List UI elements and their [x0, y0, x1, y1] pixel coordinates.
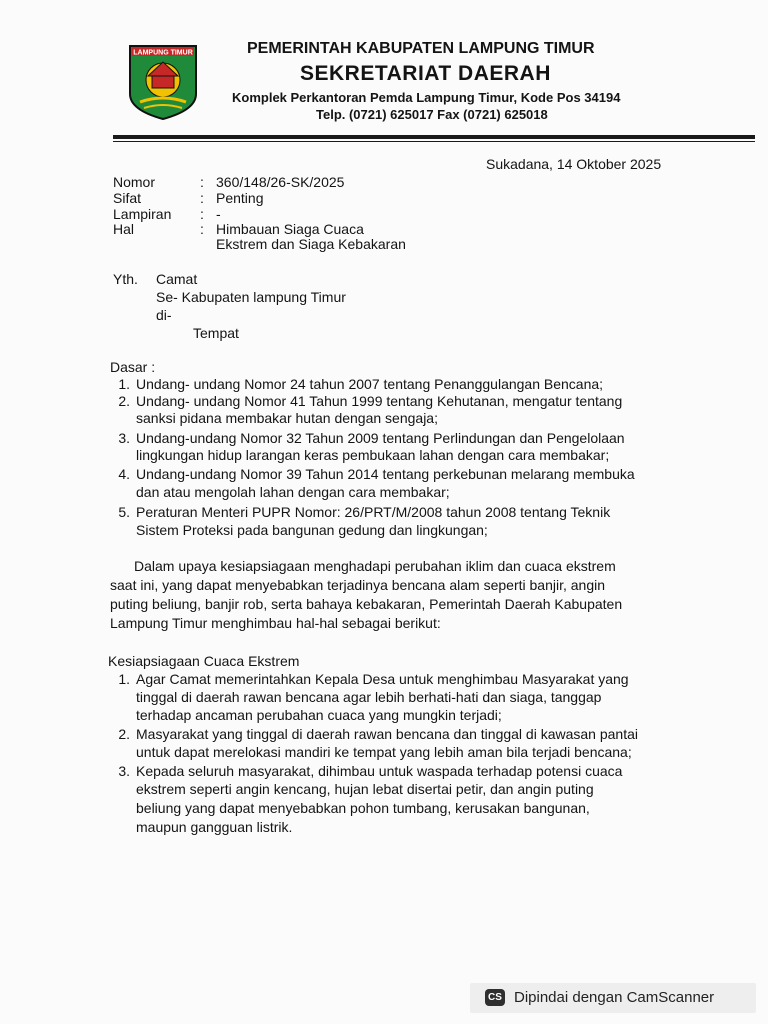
place-date: Sukadana, 14 Oktober 2025 [486, 156, 662, 172]
hal-colon: : [200, 221, 204, 237]
dasar-item-number: 1. [118, 376, 130, 392]
recipient-yth: Yth. [113, 271, 138, 287]
lampiran-label: Lampiran [113, 206, 172, 222]
intro-line: puting beliung, banjir rob, serta bahaya kebakaran, Pemerintah Daerah Kabupaten [110, 596, 623, 612]
nomor-label: Nomor [113, 174, 156, 190]
hal-value-line-1: Himbauan Siaga Cuaca [216, 221, 364, 237]
section-item-number: 3. [118, 763, 130, 779]
lampung-timur-emblem-icon [128, 42, 198, 120]
dasar-item-line: Undang-undang Nomor 39 Tahun 2014 tentang perkebunan melarang membuka [136, 466, 635, 482]
section-item-line: untuk dapat merelokasi mandiri ke tempat yang lebih aman bila terjadi bencana; [136, 744, 632, 760]
dasar-item-line: Undang- undang Nomor 24 tahun 2007 tentang Penanggulangan Bencana; [136, 376, 604, 392]
section-item-number: 1. [118, 671, 130, 687]
recipient-line-1: Camat [156, 271, 198, 287]
section-item-line: maupun gangguan listrik. [136, 819, 293, 835]
lampiran-value: - [216, 206, 221, 222]
hal-label: Hal [113, 221, 135, 237]
intro-line: saat ini, yang dapat menyebabkan terjadinya bencana alam seperti banjir, angin [110, 577, 605, 593]
dasar-item-number: 5. [118, 504, 130, 520]
dasar-item-line: sanksi pidana membakar hutan dengan sengaja; [136, 410, 438, 426]
section-item-number: 2. [118, 726, 130, 742]
dasar-item-line: Undang- undang Nomor 41 Tahun 1999 tentang Kehutanan, mengatur tentang [136, 393, 623, 409]
office-address: Komplek Perkantoran Pemda Lampung Timur, Kode Pos 34194 [232, 90, 621, 105]
government-name: PEMERINTAH KABUPATEN LAMPUNG TIMUR [247, 40, 595, 57]
section-item-line: Kepada seluruh masyarakat, dihimbau untuk waspada terhadap potensi cuaca [136, 763, 623, 779]
dasar-item-line: dan atau mengolah lahan dengan cara membakar; [136, 484, 450, 500]
sifat-colon: : [200, 190, 204, 206]
lampiran-colon: : [200, 206, 204, 222]
dasar-item-line: Sistem Proteksi pada bangunan gedung dan lingkungan; [136, 522, 488, 538]
header-rule-thin [113, 141, 755, 142]
nomor-colon: : [200, 174, 204, 190]
dasar-item-number: 3. [118, 430, 130, 446]
recipient-line-3: di- [156, 307, 172, 323]
intro-line: Dalam upaya kesiapsiagaan menghadapi perubahan iklim dan cuaca ekstrem [134, 558, 616, 574]
section-item-line: terhadap ancaman perubahan cuaca yang mungkin terjadi; [136, 707, 502, 723]
dasar-heading: Dasar : [110, 359, 156, 375]
section-item-line: Agar Camat memerintahkan Kepala Desa untuk menghimbau Masyarakat yang [136, 671, 629, 687]
nomor-value: 360/148/26-SK/2025 [216, 174, 345, 190]
hal-value-line-2: Ekstrem dan Siaga Kebakaran [216, 236, 406, 252]
dasar-item-line: lingkungan hidup larangan keras pembukaan lahan dengan cara membakar; [136, 447, 610, 463]
camscanner-text: Dipindai dengan CamScanner [514, 989, 715, 1006]
sifat-label: Sifat [113, 190, 142, 206]
camscanner-logo-icon: CS [485, 989, 505, 1006]
section-item-line: tinggal di daerah rawan bencana agar lebih berhati-hati dan siaga, tanggap [136, 689, 602, 705]
office-phone: Telp. (0721) 625017 Fax (0721) 625018 [316, 107, 548, 122]
section-item-line: Masyarakat yang tinggal di daerah rawan bencana dan tinggal di kawasan pantai [136, 726, 639, 742]
dasar-item-number: 4. [118, 466, 130, 482]
recipient-line-2: Se- Kabupaten lampung Timur [156, 289, 346, 305]
intro-line: Lampung Timur menghimbau hal-hal sebagai berikut: [110, 615, 441, 631]
recipient-line-4: Tempat [193, 325, 239, 341]
section-item-line: beliung yang dapat menyebabkan pohon tumbang, kerusakan bangunan, [136, 800, 590, 816]
dasar-item-number: 2. [118, 393, 130, 409]
sifat-value: Penting [216, 190, 264, 206]
camscanner-watermark [470, 983, 756, 1013]
emblem-text: LAMPUNG TIMUR [133, 49, 193, 57]
office-name: SEKRETARIAT DAERAH [300, 62, 551, 85]
dasar-item-line: Peraturan Menteri PUPR Nomor: 26/PRT/M/2008 tahun 2008 tentang Teknik [136, 504, 611, 520]
section-heading: Kesiapsiagaan Cuaca Ekstrem [108, 653, 300, 669]
dasar-item-line: Undang-undang Nomor 32 Tahun 2009 tentang Perlindungan dan Pengelolaan [136, 430, 625, 446]
header-rule-thick [113, 135, 755, 139]
section-item-line: ekstrem seperti angin kencang, hujan lebat disertai petir, dan angin puting [136, 781, 594, 797]
